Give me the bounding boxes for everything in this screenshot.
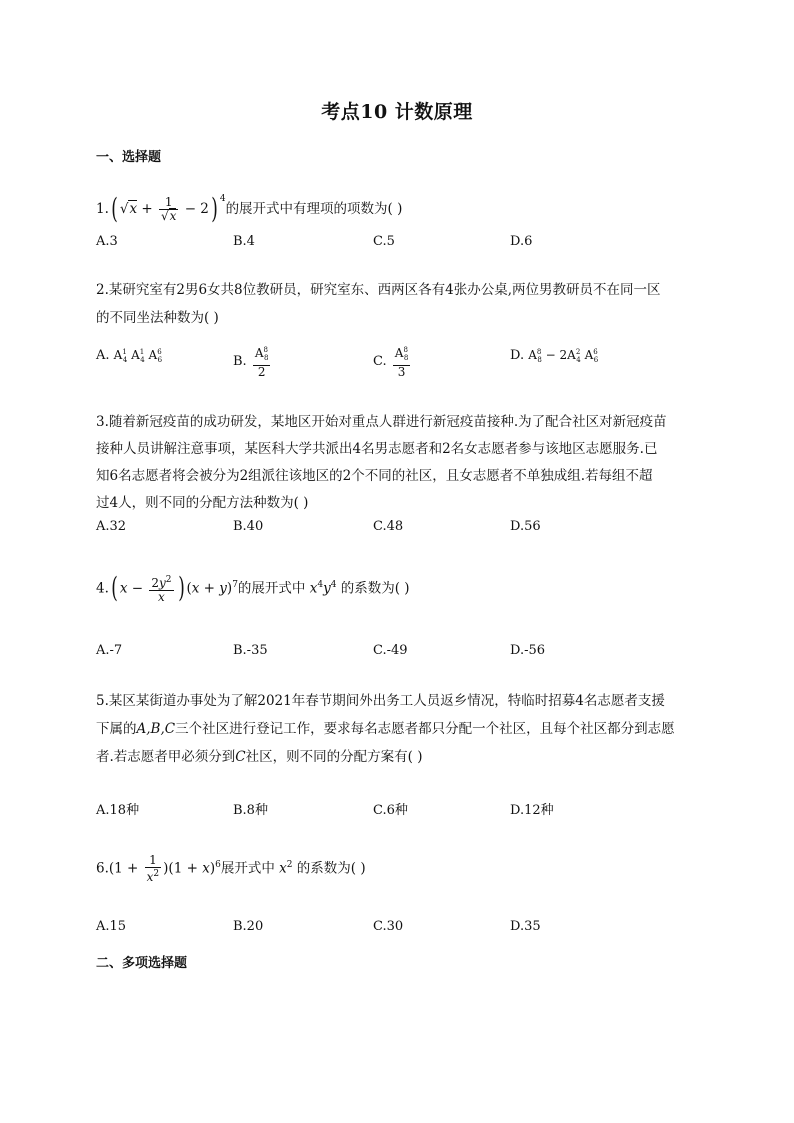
option-c[interactable]: C.48 — [373, 519, 404, 534]
question-3-stem-line-3: 知6名志愿者将会被分为2组派往该地区的2个不同的社区，且女志愿者不单独成组.若每组不超 — [96, 468, 653, 484]
option-b[interactable]: B.4 — [233, 234, 255, 249]
fraction-2y2-over-x: $\frac{2y^2}{x}$ — [151, 575, 172, 604]
fraction-1-over-sqrt-x: $\frac{1}{√x}$ — [160, 195, 177, 223]
question-4-options — [96, 643, 716, 663]
option-a[interactable]: A.32 — [96, 519, 127, 534]
question-4-stem: 4.( x − $\frac{2y^2}{x}$ ) $(x + y)^7$的展开式中 $x^4y^4$ 的系数为( ) — [96, 571, 410, 604]
question-5-stem-line-2: 下属的A,B,C三个社区进行登记工作，要求每名志愿者都只分配一个社区，且每个社区都分到志愿 — [96, 721, 675, 737]
question-2-stem-line-2: 的不同坐法种数为( ) — [96, 310, 219, 326]
section-heading-single-choice: 一、选择题 — [96, 150, 162, 165]
question-6-options — [96, 919, 716, 939]
option-b[interactable]: B.20 — [233, 919, 264, 934]
option-a[interactable]: A.18种 — [96, 803, 140, 818]
option-a[interactable]: A.3 — [96, 234, 118, 249]
question-1-stem: 1.( √x + $\frac{1}{√x}$ − 2) $^4$的展开式中有理项的项数为( ) — [96, 191, 403, 225]
question-2-options — [96, 344, 716, 379]
option-b[interactable]: B.-35 — [233, 643, 268, 658]
option-d[interactable]: D.56 — [510, 519, 541, 534]
page-title: 考点10 计数原理 — [321, 101, 473, 123]
question-3-stem-line-4: 过4人，则不同的分配方法种数为( ) — [96, 495, 309, 511]
option-d[interactable]: D.-56 — [510, 643, 546, 658]
option-a[interactable]: A.-7 — [96, 643, 123, 658]
option-b[interactable]: B.8种 — [233, 803, 268, 818]
option-b[interactable]: B.40 — [233, 519, 264, 534]
option-a[interactable]: A.15 — [96, 919, 127, 934]
question-5-stem-line-3: 者.若志愿者甲必须分到C社区，则不同的分配方案有( ) — [96, 749, 423, 765]
question-1-options — [96, 234, 716, 254]
option-c[interactable]: C.5 — [373, 234, 395, 249]
question-3-stem-line-1: 3.随着新冠疫苗的成功研发，某地区开始对重点人群进行新冠疫苗接种.为了配合社区对新冠疫苗 — [96, 414, 667, 430]
option-a[interactable]: A. $A^1_4$ $A^1_4$ $A^6_6$ — [96, 348, 163, 364]
fraction-1-over-x2: $\frac{1}{x^2}$ — [146, 853, 160, 884]
question-6-stem: 6.(1 + $\frac{1}{x^2}$ )$(1 + x)^6$展开式中 $x^2$ 的系数为( ) — [96, 853, 366, 884]
option-d[interactable]: D.35 — [510, 919, 541, 934]
option-c[interactable]: C.6种 — [373, 803, 408, 818]
question-5-stem-line-1: 5.某区某街道办事处为了解2021年春节期间外出务工人员返乡情况，特临时招募4名志愿者支援 — [96, 693, 665, 709]
option-c[interactable]: C.-49 — [373, 643, 408, 658]
option-d[interactable]: D. $A^8_8 - 2A^2_4$ $A^6_6$ — [510, 348, 599, 364]
option-d[interactable]: D.12种 — [510, 803, 554, 818]
option-c[interactable]: C. $\frac{A^8_8}{3}$ — [373, 346, 409, 379]
option-d[interactable]: D.6 — [510, 234, 533, 249]
question-2-stem-line-1: 2.某研究室有2男6女共8位教研员，研究室东、西两区各有4张办公桌,两位男教研员不在同一区 — [96, 282, 661, 298]
question-3-options — [96, 519, 716, 539]
section-heading-multiple-choice: 二、多项选择题 — [96, 956, 188, 971]
question-5-options — [96, 799, 716, 819]
question-3-stem-line-2: 接种人员讲解注意事项，某医科大学共派出4名男志愿者和2名女志愿者参与该地区志愿服务.已 — [96, 441, 658, 457]
option-b[interactable]: B. $\frac{A^8_8}{2}$ — [233, 346, 269, 379]
option-c[interactable]: C.30 — [373, 919, 404, 934]
